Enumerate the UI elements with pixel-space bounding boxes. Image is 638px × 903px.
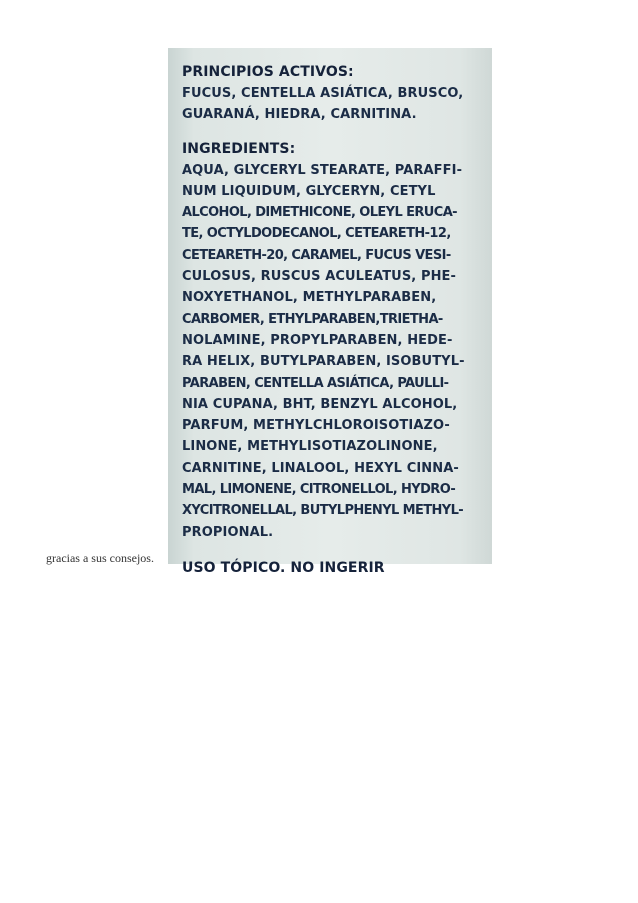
ingredients-line: PROPIONAL.	[182, 524, 274, 540]
ingredients-line: XYCITRONELLAL, BUTYLPHENYL METHYL-	[182, 503, 464, 519]
ingredients-heading: INGREDIENTS:	[182, 140, 296, 157]
product-label-photo	[168, 48, 492, 576]
ingredients-line: RA HELIX, BUTYLPARABEN, ISOBUTYL-	[182, 354, 465, 370]
ingredients-line: NOXYETHANOL, METHYLPARABEN,	[182, 290, 437, 306]
ingredients-line: PARFUM, METHYLCHLOROISOTIAZO-	[182, 418, 450, 434]
caption-text: gracias a sus consejos.	[46, 551, 154, 565]
ingredients-line: ALCOHOL, DIMETHICONE, OLEYL ERUCA-	[182, 205, 457, 221]
ingredients-line: CULOSUS, RUSCUS ACULEATUS, PHE-	[182, 269, 457, 285]
principios-line: GUARANÁ, HIEDRA, CARNITINA.	[182, 107, 417, 123]
ingredients-line: MAL, LIMONENE, CITRONELLOL, HYDRO-	[182, 482, 456, 498]
ingredients-line: CETEARETH-20, CARAMEL, FUCUS VESI-	[182, 247, 451, 263]
ingredients-line: PARABEN, CENTELLA ASIÁTICA, PAULLI-	[182, 375, 449, 391]
principios-line: FUCUS, CENTELLA ASIÁTICA, BRUSCO,	[182, 86, 464, 101]
label-text-block	[182, 62, 486, 579]
principios-activos-heading: PRINCIPIOS ACTIVOS:	[182, 64, 354, 80]
ingredients-line: AQUA, GLYCERYL STEARATE, PARAFFI-	[182, 162, 463, 178]
ingredients-line: CARNITINE, LINALOOL, HEXYL CINNA-	[182, 460, 459, 476]
ingredients-line: NOLAMINE, PROPYLPARABEN, HEDE-	[182, 332, 453, 348]
usage-warning: USO TÓPICO. NO INGERIR	[182, 559, 385, 576]
ingredients-line: NIA CUPANA, BHT, BENZYL ALCOHOL,	[182, 396, 458, 412]
ingredients-line: NUM LIQUIDUM, GLYCERYN, CETYL	[182, 183, 436, 199]
ingredients-line: LINONE, METHYLISOTIAZOLINONE,	[182, 439, 438, 455]
ingredients-line: CARBOMER, ETHYLPARABEN,TRIETHA-	[182, 311, 443, 327]
ingredients-line: TE, OCTYLDODECANOL, CETEARETH-12,	[182, 226, 451, 242]
